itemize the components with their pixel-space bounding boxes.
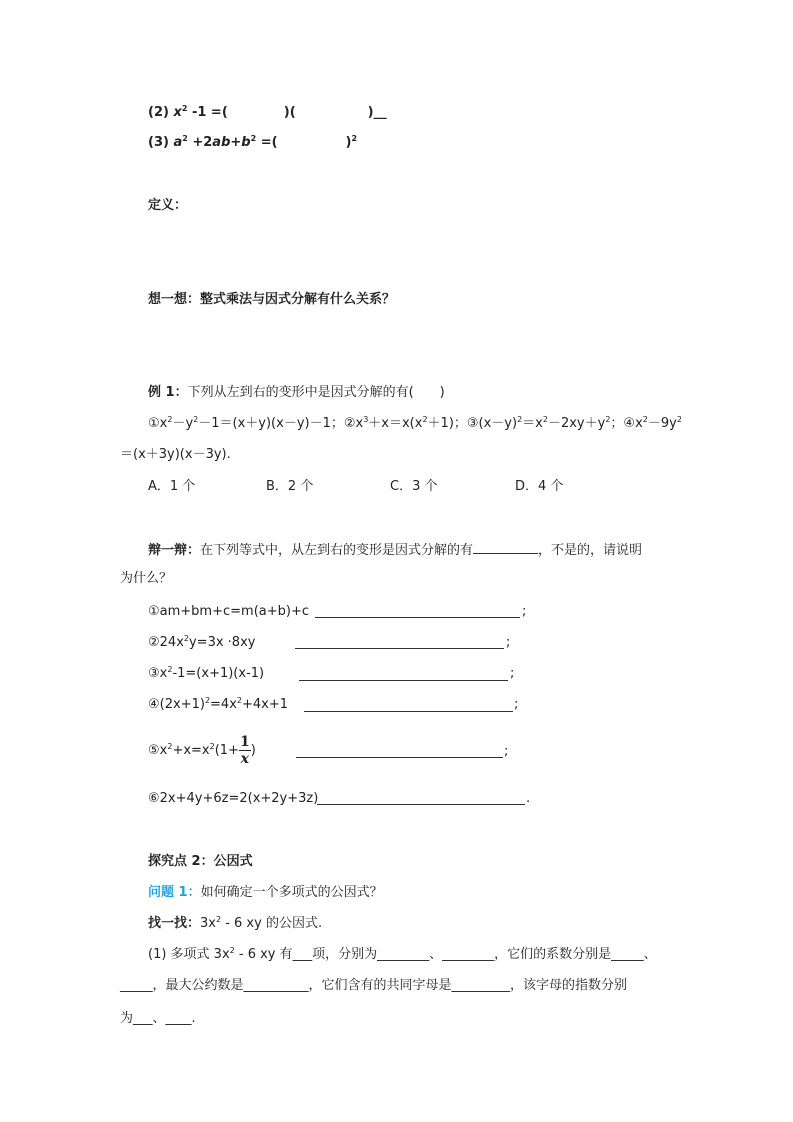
section2-title: 探究点 2：公因式 bbox=[148, 854, 253, 869]
question1-label: 问题 1： bbox=[148, 885, 201, 900]
find-label: 找一找： bbox=[148, 916, 201, 931]
debate-line2: 为什么？ bbox=[120, 571, 173, 586]
think-heading: 想一想：整式乘法与因式分解有什么关系？ bbox=[148, 292, 396, 307]
debate-item-2: $②24x^2y=3x \cdot 8xy$ bbox=[148, 634, 256, 650]
example1-option-c: C．3 个 bbox=[390, 479, 438, 494]
debate-item-5: $⑤x^2+x=x^2(1+$ $\frac{1}{x}$ ) bbox=[148, 734, 256, 767]
example1-option-a: A．1 个 bbox=[148, 479, 196, 494]
definition-heading: 定义： bbox=[148, 198, 188, 213]
answer-blank-4[interactable] bbox=[304, 711, 513, 712]
warmup-item-3: (3) $a^2 +2ab+b^2$ =( )$^2$ bbox=[148, 134, 358, 150]
paragraph-1-line1: (1) 多项式 $3x^2 - 6$ xy 有___项，分别为________、________，它们的系数分别是_____、 bbox=[148, 946, 657, 962]
debate-item-4: $④(2x+1)^2=4x^2+4x+1$ bbox=[148, 696, 289, 712]
debate-item-2-end: ; bbox=[506, 635, 511, 650]
debate-item-1: ①am+bm+c=m(a+b)+c bbox=[148, 604, 309, 619]
question1: 问题 1：如何确定一个多项式的公因式？ bbox=[148, 885, 383, 900]
answer-blank-2[interactable] bbox=[295, 648, 504, 649]
debate-item-5-end: ; bbox=[504, 744, 509, 759]
find-prompt: 找一找：$3x^2 - 6$ xy 的公因式. bbox=[148, 915, 323, 931]
warmup-item-2: (2) $x^2$ -1 =( )( )__ bbox=[148, 104, 387, 120]
debate-item-3-end: ; bbox=[510, 666, 515, 681]
example1-question: 例 1：下列从左到右的变形中是因式分解的有( ) bbox=[148, 385, 445, 400]
answer-blank-5[interactable] bbox=[296, 757, 503, 758]
example1-line1: $①x^2-y^2-1=(x+y)(x-y)-1$；$②x^3+x=x(x^2+1)$；$③(x-y)^2=x^2-2xy+y^2$；$④x^2-9y^2$ bbox=[148, 415, 682, 431]
debate-item-1-end: ; bbox=[522, 604, 527, 619]
paragraph-1-line3: 为___、____. bbox=[120, 1011, 196, 1026]
debate-question: 辩一辩：在下列等式中，从左到右的变形是因式分解的有 ，不是的，请说明 bbox=[148, 543, 643, 558]
debate-label: 辩一辩： bbox=[148, 543, 201, 558]
answer-blank-3[interactable] bbox=[299, 680, 508, 681]
fraction-one-over-x: $\frac{1}{x}$ bbox=[239, 734, 250, 767]
example1-line2: ＝(x＋3y)(x－3y). bbox=[120, 447, 231, 462]
example1-option-b: B．2 个 bbox=[266, 479, 314, 494]
debate-item-6-end: . bbox=[526, 791, 531, 806]
debate-item-6: ⑥2x+4y+6z=2(x+2y+3z) bbox=[148, 791, 319, 806]
debate-item-4-end: ; bbox=[514, 697, 519, 712]
answer-blank-1[interactable] bbox=[315, 617, 520, 618]
debate-item-3: $③x^2-1=(x+1)(x-1)$ bbox=[148, 665, 265, 681]
answer-blank-6[interactable] bbox=[317, 804, 525, 805]
example1-label: 例 1： bbox=[148, 385, 188, 400]
example1-option-d: D．4 个 bbox=[515, 479, 564, 494]
paragraph-1-line2: _____，最大公约数是__________，它们含有的共同字母是_________，该字母的指数分别 bbox=[120, 978, 628, 993]
